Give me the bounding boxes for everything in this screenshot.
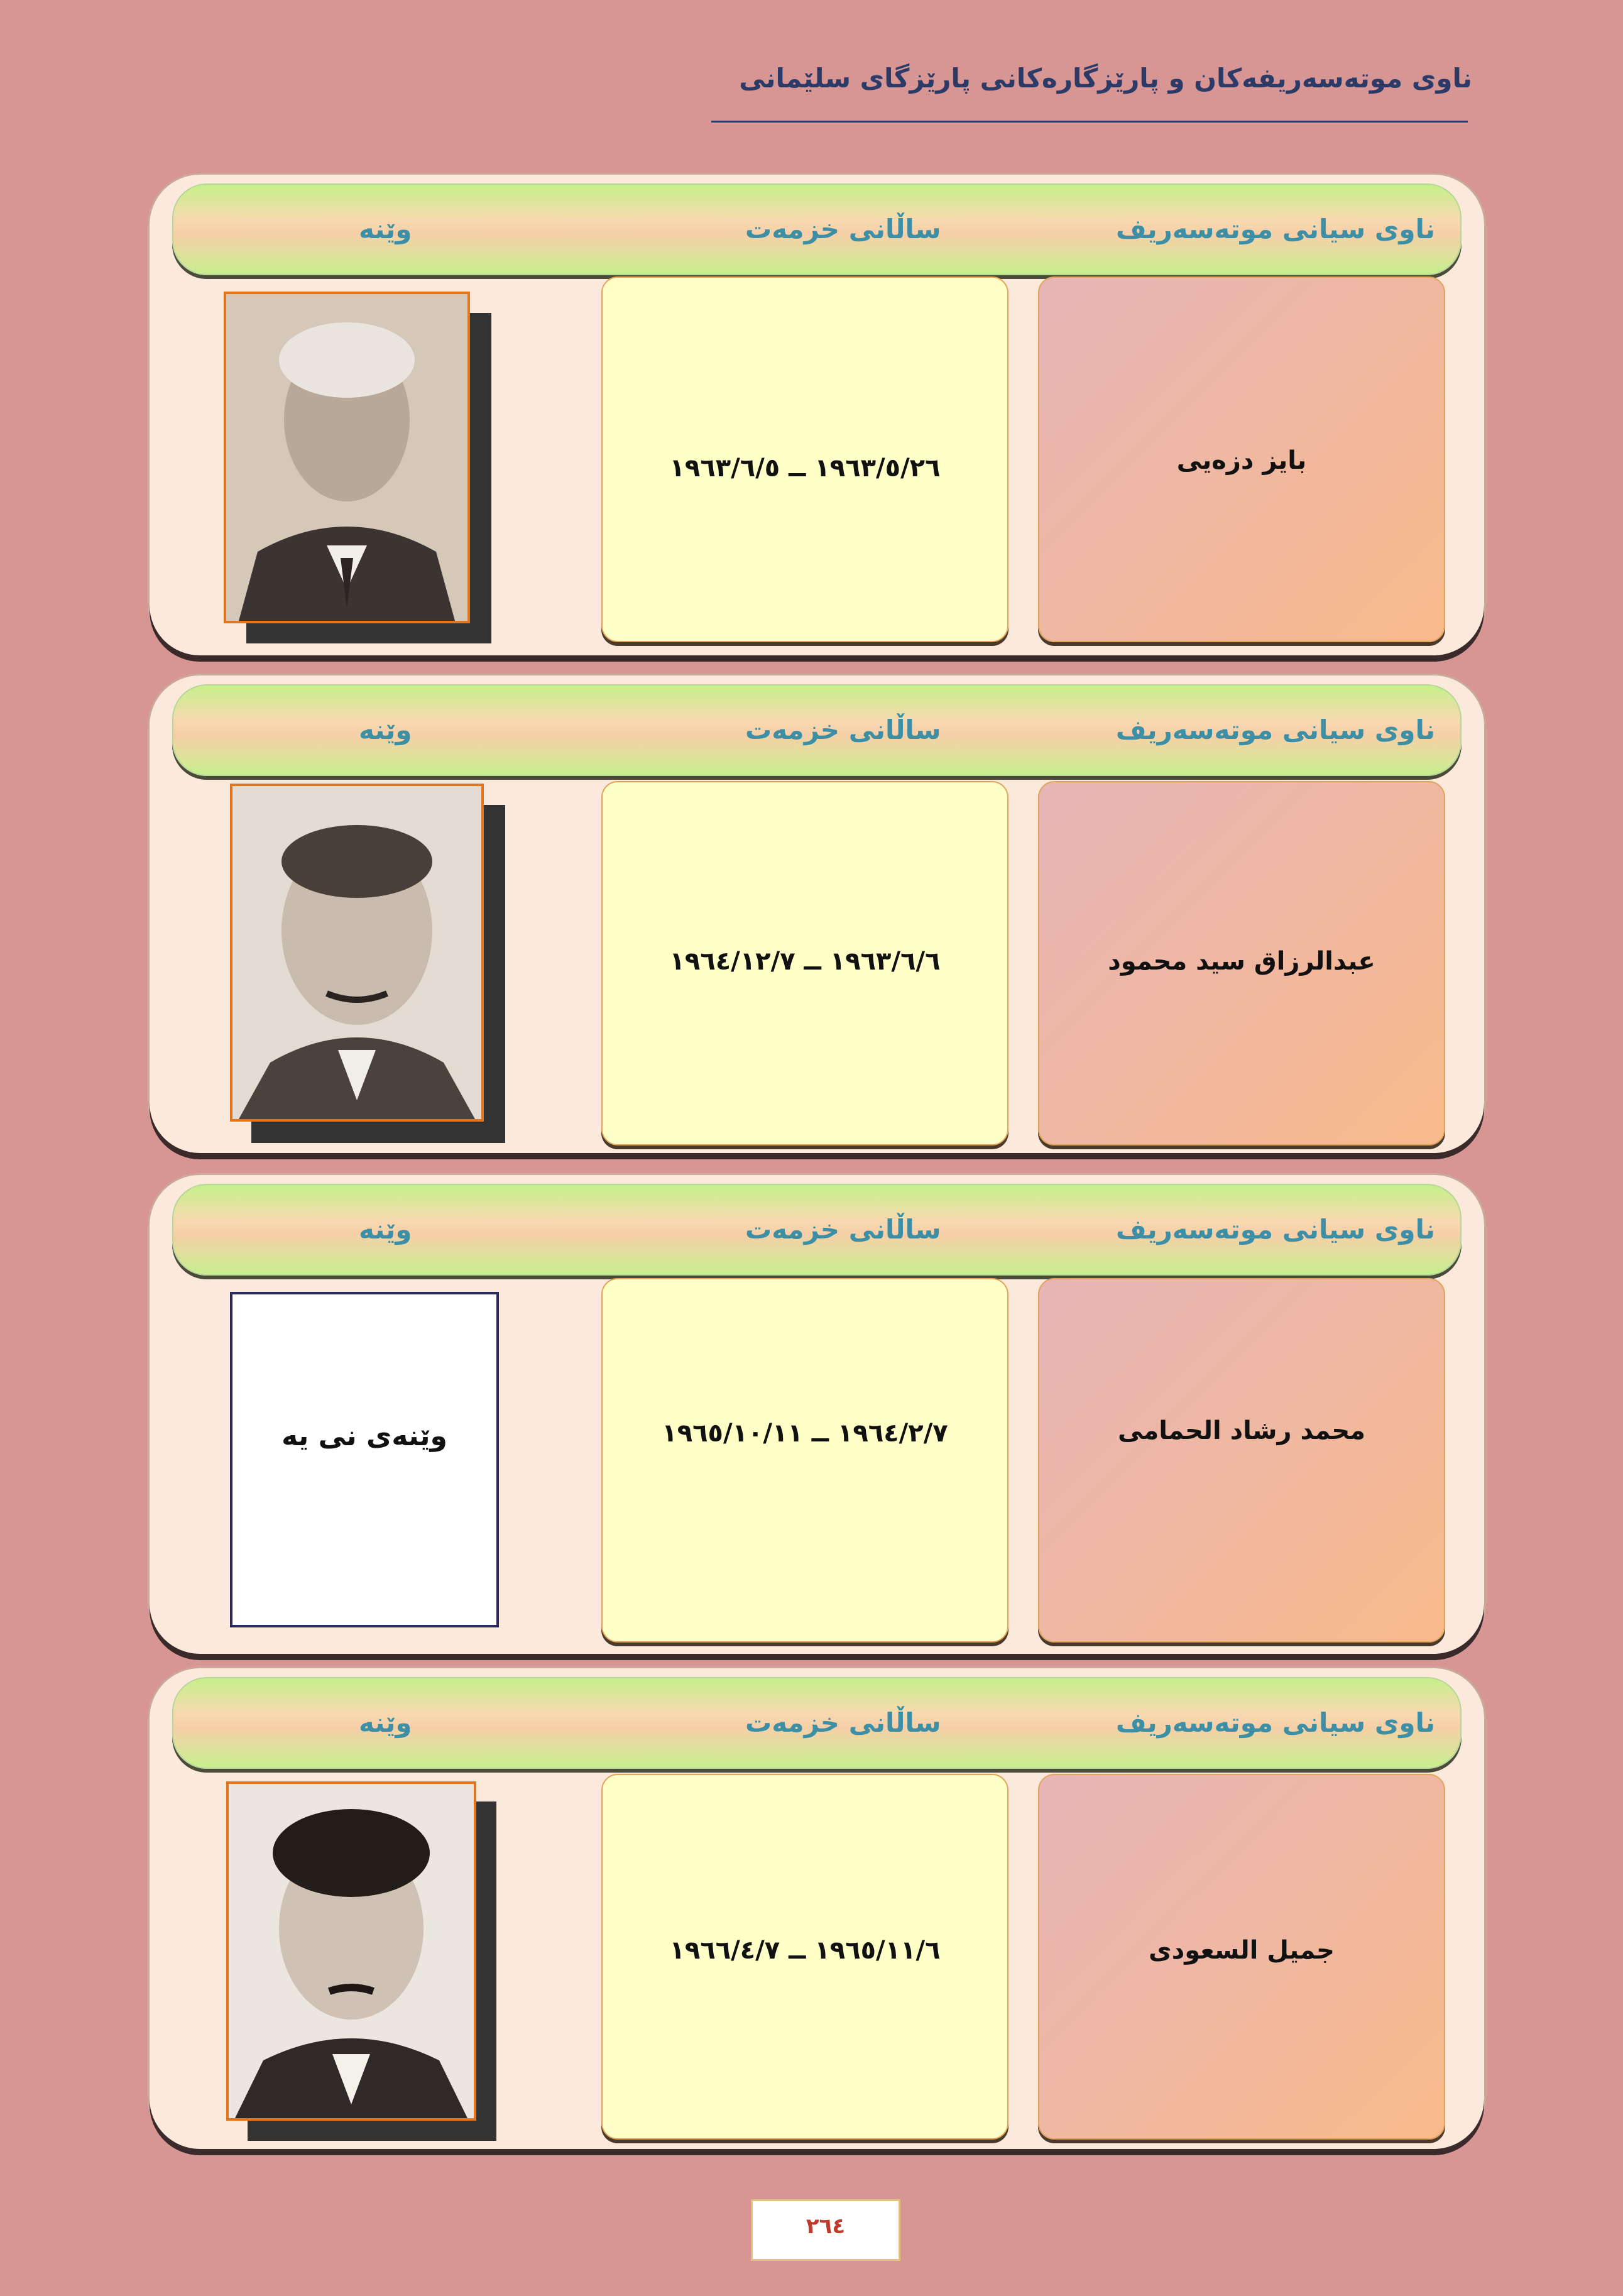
years-cell: [601, 276, 1008, 642]
name-cell: [1038, 276, 1445, 642]
entry-card: [150, 1668, 1484, 2149]
header-years: ساڵانی خزمەت: [745, 714, 941, 745]
header-years: ساڵانی خزمەت: [745, 1214, 941, 1245]
page-title: ناوی موتەسەریفەکان و پارێزگارەکانی پارێزگای سلێمانی: [739, 63, 1472, 94]
card-header: [172, 1677, 1462, 1769]
service-years: ١٩٦٣/٦/٦ ــ ١٩٦٤/١٢/٧: [669, 947, 941, 976]
portrait-photo: [230, 784, 484, 1122]
portrait-icon: [229, 1784, 474, 2118]
card-header: [172, 183, 1462, 275]
official-name: عبدالرزاق سید محمود: [1108, 947, 1375, 976]
no-photo-box: [230, 1292, 499, 1627]
entry-card: [150, 675, 1484, 1153]
card-header: [172, 684, 1462, 776]
service-years: ١٩٦٣/٥/٢٦ ــ ١٩٦٣/٦/٥: [669, 454, 941, 483]
portrait-photo: [224, 292, 470, 623]
name-cell: [1038, 1278, 1445, 1643]
header-photo: وێنە: [359, 1707, 412, 1738]
portrait-photo: [226, 1781, 476, 2121]
header-name: ناوی سیانی موتەسەریف: [1115, 714, 1435, 745]
header-years: ساڵانی خزمەت: [745, 214, 941, 244]
official-name: محمد رشاد الحمامی: [1118, 1416, 1365, 1445]
header-years: ساڵانی خزمەت: [745, 1707, 941, 1738]
portrait-icon: [226, 294, 467, 621]
official-name: بایز دزەیی: [1176, 446, 1307, 475]
title-divider: [711, 121, 1468, 123]
header-name: ناوی سیانی موتەسەریف: [1115, 1214, 1435, 1245]
portrait-icon: [232, 786, 481, 1119]
card-header: [172, 1184, 1462, 1276]
header-photo: وێنە: [359, 714, 412, 745]
header-name: ناوی سیانی موتەسەریف: [1115, 214, 1435, 244]
entry-card: [150, 1175, 1484, 1654]
years-cell: [601, 1278, 1008, 1643]
official-name: جمیل السعودی: [1149, 1936, 1335, 1965]
service-years: ١٩٦٤/٢/٧ ــ ١٩٦٥/١٠/١١: [662, 1419, 948, 1448]
header-name: ناوی سیانی موتەسەریف: [1115, 1707, 1435, 1738]
no-photo-text: وێنەی نی یە: [281, 1420, 447, 1452]
header-photo: وێنە: [359, 1214, 412, 1245]
years-cell: [601, 1774, 1008, 2140]
years-cell: [601, 781, 1008, 1145]
service-years: ١٩٦٥/١١/٦ ــ ١٩٦٦/٤/٧: [669, 1936, 941, 1965]
header-photo: وێنە: [359, 214, 412, 244]
page-number: ٢٦٤: [751, 2199, 900, 2261]
name-cell: [1038, 1774, 1445, 2140]
entry-card: [150, 175, 1484, 655]
name-cell: [1038, 781, 1445, 1145]
